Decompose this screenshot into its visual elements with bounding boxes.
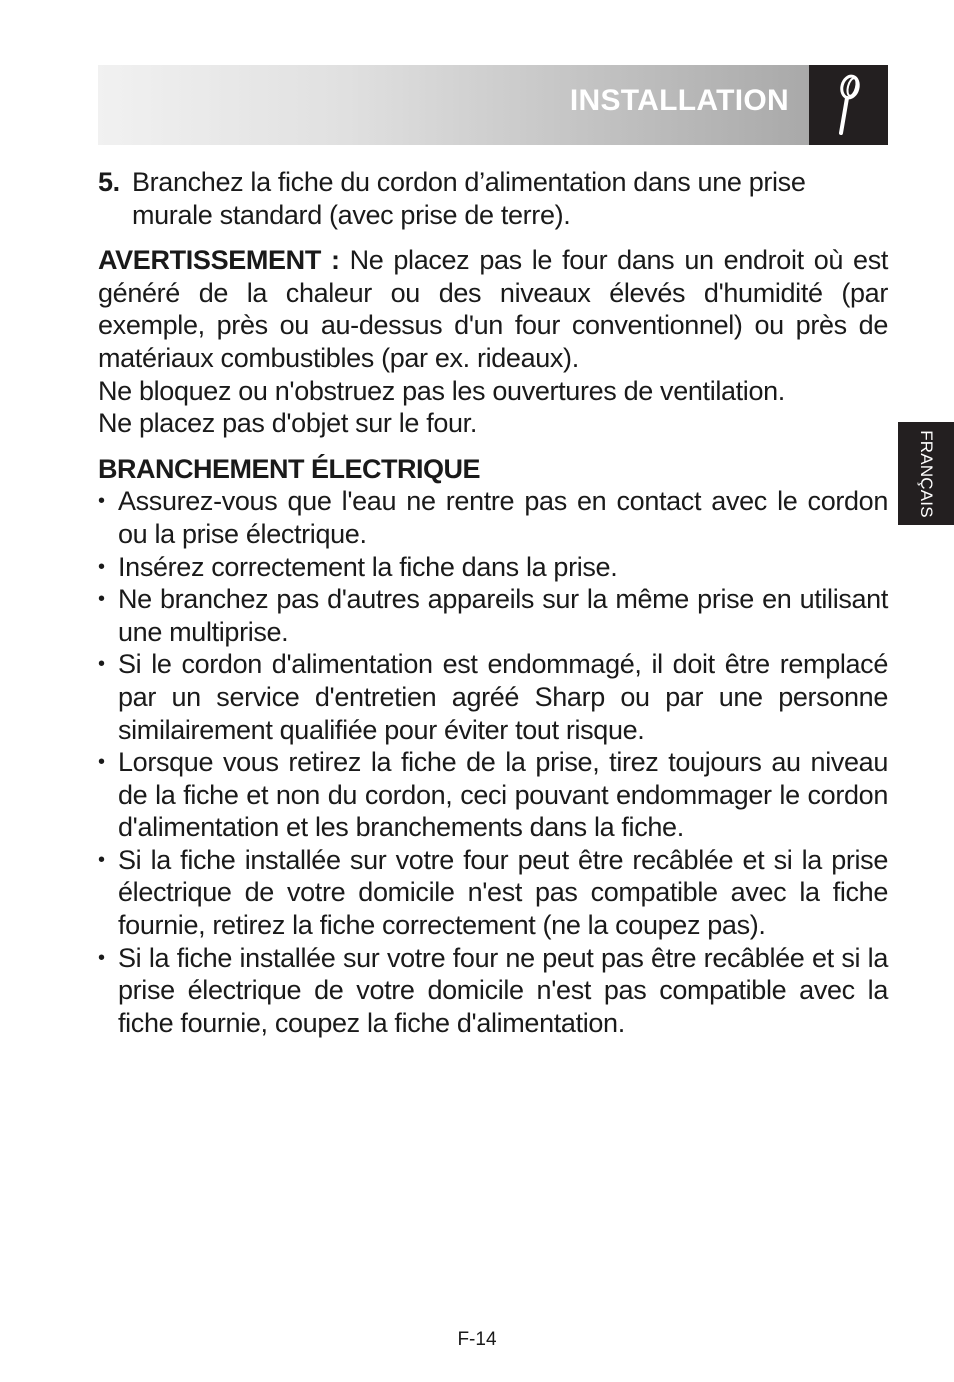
section-title: INSTALLATION: [569, 84, 789, 117]
step-5: [98, 166, 888, 231]
bullet: •: [98, 751, 105, 774]
list-item: • Si la fiche installée sur votre four ne peut pas être recâblée et si la prise électrique de votre domicile n'est pas compatible avec la fiche fournie, coupez la fiche d'alimentation.: [98, 942, 888, 1038]
bullet: •: [98, 946, 105, 969]
list-item: • Si le cordon d'alimentation est endommagé, il doit être remplacé par un service d'entretien agréé Sharp ou par une personne similairement qualifiée pour éviter tout risque.: [98, 649, 888, 745]
language-side-tab: [898, 422, 954, 525]
list-item: • Insérez correctement la fiche dans la prise.: [98, 551, 618, 582]
list-item: • Ne branchez pas d'autres appareils sur la même prise en utilisant une multiprise.: [98, 584, 888, 647]
list-item: • Assurez-vous que l'eau ne rentre pas en contact avec le cordon ou la prise électrique.: [98, 486, 888, 549]
section-header-bar: [98, 65, 809, 145]
bullet: •: [98, 490, 105, 513]
spoon-whisk-icon: [809, 65, 888, 145]
step-number: 5.: [98, 167, 120, 197]
bullet: •: [98, 848, 105, 871]
list-item: • Si la fiche installée sur votre four peut être recâblée et si la prise électrique de votre domicile n'est pas compatible avec la fiche fournie, retirez la fiche correctement (ne la coupez pas).: [98, 844, 888, 941]
warning-line-objects: Ne placez pas d'objet sur le four.: [98, 408, 477, 439]
bullet: •: [98, 653, 105, 676]
page-content: [98, 166, 888, 1039]
warning-line-ventilation: Ne bloquez ou n'obstruez pas les ouvertures de ventilation.: [98, 375, 785, 406]
page-number: F-14: [457, 1329, 497, 1350]
step-text: Branchez la fiche du cordon d’alimentation dans une prise murale standard (avec prise de terre).: [132, 167, 806, 230]
electrical-list: [98, 485, 888, 1039]
list-item: • Lorsque vous retirez la fiche de la prise, tirez toujours au niveau de la fiche et non du cordon, ceci pouvant endommager le cordon d'alimentation et les branchements dans la fiche.: [98, 747, 888, 843]
warning-label: AVERTISSEMENT :: [98, 245, 340, 276]
bullet: •: [98, 555, 105, 578]
warning-text: Ne placez pas le four dans un endroit où est généré de la chaleur ou des niveaux élevés d'humidité (par exemple, près ou au-dessus d'un four conventionnel) ou près de matériaux combustibles (par ex. rideaux).: [98, 245, 889, 373]
electrical-heading: BRANCHEMENT ÉLECTRIQUE: [98, 453, 481, 484]
language-label: FRANÇAIS: [917, 429, 936, 518]
warning-paragraph: [98, 244, 888, 440]
bullet: •: [98, 588, 105, 611]
